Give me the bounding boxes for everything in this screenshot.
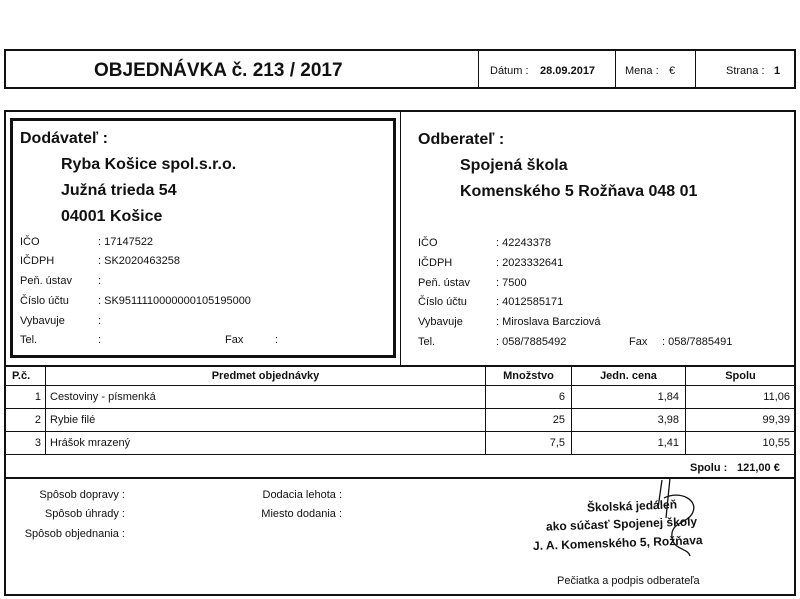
row-quantity: 7,5 xyxy=(549,437,565,449)
table-header-underline xyxy=(5,385,795,386)
payment-method-label: Spôsob úhrady : xyxy=(44,508,125,520)
table-row-line xyxy=(5,431,795,432)
supplier-box xyxy=(10,118,396,358)
row-quantity: 25 xyxy=(552,414,565,426)
stamp-line: J. A. Komenského 5, Rožňava xyxy=(532,533,703,553)
customer-field-label: IČDPH xyxy=(418,257,453,269)
supplier-field-value: : xyxy=(98,334,102,346)
col-header-item: Predmet objednávky xyxy=(211,370,320,382)
customer-street: Komenského 5 Rožňava 048 01 xyxy=(460,183,698,200)
col-header-quantity: Množstvo xyxy=(503,370,554,382)
supplier-field-value: : xyxy=(98,315,102,327)
row-item: Hrášok mrazený xyxy=(50,437,131,449)
row-number: 3 xyxy=(34,437,41,449)
supplier-heading: Dodávateľ : xyxy=(20,130,108,147)
row-total: 99,39 xyxy=(762,414,790,426)
col-header-unit-price: Jedn. cena xyxy=(600,370,657,382)
customer-field-label: IČO xyxy=(418,237,438,249)
signature-label: Pečiatka a podpis odberateľa xyxy=(557,575,700,587)
row-item: Rybie filé xyxy=(50,414,96,426)
signature-mark xyxy=(640,478,720,558)
supplier-field-label: Tel. xyxy=(20,334,38,346)
grand-total-label: Spolu : xyxy=(690,462,728,474)
supplier-field-label: Peň. ústav xyxy=(20,275,72,287)
customer-field-value: : 7500 xyxy=(496,277,527,289)
row-number: 2 xyxy=(34,414,41,426)
supplier-field-label: IČDPH xyxy=(20,255,55,267)
table-top-border xyxy=(5,365,795,367)
customer-field-value: : 4012585171 xyxy=(496,296,564,308)
currency-value: € xyxy=(669,65,676,77)
customer-field-value: : 058/7885492 xyxy=(496,336,567,348)
supplier-fax-value: : xyxy=(275,334,279,346)
supplier-field-value: : 17147522 xyxy=(98,236,154,248)
row-unit-price: 3,98 xyxy=(657,414,679,426)
customer-fax-label: Fax xyxy=(629,336,648,348)
date-label: Dátum : xyxy=(490,65,529,77)
delivery-time-label: Dodacia lehota : xyxy=(262,489,342,501)
supplier-field-value: : xyxy=(98,275,102,287)
row-total: 10,55 xyxy=(762,437,790,449)
page-label: Strana : xyxy=(726,65,765,77)
delivery-method-label: Spôsob dopravy : xyxy=(39,489,125,501)
customer-heading: Odberateľ : xyxy=(418,131,505,148)
order-method-label: Spôsob objednania : xyxy=(24,528,125,540)
customer-field-label: Číslo účtu xyxy=(418,296,467,308)
supplier-field-value: : SK9511110000000105195000 xyxy=(98,295,251,307)
col-header-number: P.č. xyxy=(12,370,31,382)
supplier-name: Ryba Košice spol.s.r.o. xyxy=(61,156,237,173)
currency-label: Mena : xyxy=(625,65,659,77)
row-unit-price: 1,84 xyxy=(657,391,679,403)
col-header-total: Spolu xyxy=(725,370,756,382)
row-number: 1 xyxy=(34,391,41,403)
customer-name: Spojená škola xyxy=(460,157,568,174)
table-row-line xyxy=(5,408,795,409)
supplier-field-label: IČO xyxy=(20,236,40,248)
header-divider xyxy=(478,51,479,87)
row-item: Cestoviny - písmenká xyxy=(50,391,156,403)
row-quantity: 6 xyxy=(558,391,565,403)
header-divider xyxy=(615,51,616,87)
delivery-place-label: Miesto dodania : xyxy=(261,508,342,520)
row-unit-price: 1,41 xyxy=(657,437,679,449)
stamp-line: Školská jedáleň xyxy=(586,497,678,515)
customer-field-label: Vybavuje xyxy=(418,316,463,328)
supplier-street: Južná trieda 54 xyxy=(61,182,177,199)
stamp-line: ako súčasť Spojenej školy xyxy=(545,514,698,534)
page-title: OBJEDNÁVKA č. 213 / 2017 xyxy=(94,60,343,81)
customer-field-value: : 42243378 xyxy=(496,237,552,249)
header-divider xyxy=(695,51,696,87)
table-row-line xyxy=(5,454,795,455)
customer-field-label: Tel. xyxy=(418,336,436,348)
address-divider xyxy=(400,112,401,365)
row-total: 11,06 xyxy=(763,391,790,403)
supplier-field-label: Číslo účtu xyxy=(20,295,69,307)
date-value: 28.09.2017 xyxy=(540,65,596,77)
supplier-field-value: : SK2020463258 xyxy=(98,255,180,267)
supplier-fax-label: Fax xyxy=(225,334,244,346)
customer-fax-value: : 058/7885491 xyxy=(662,336,733,348)
customer-field-value: : Miroslava Barcziová xyxy=(496,316,601,328)
customer-field-label: Peň. ústav xyxy=(418,277,470,289)
page-value: 1 xyxy=(774,65,781,77)
customer-field-value: : 2023332641 xyxy=(496,257,564,269)
supplier-field-label: Vybavuje xyxy=(20,315,65,327)
grand-total-value: 121,00 € xyxy=(737,462,780,474)
supplier-city: 04001 Košice xyxy=(61,208,163,225)
